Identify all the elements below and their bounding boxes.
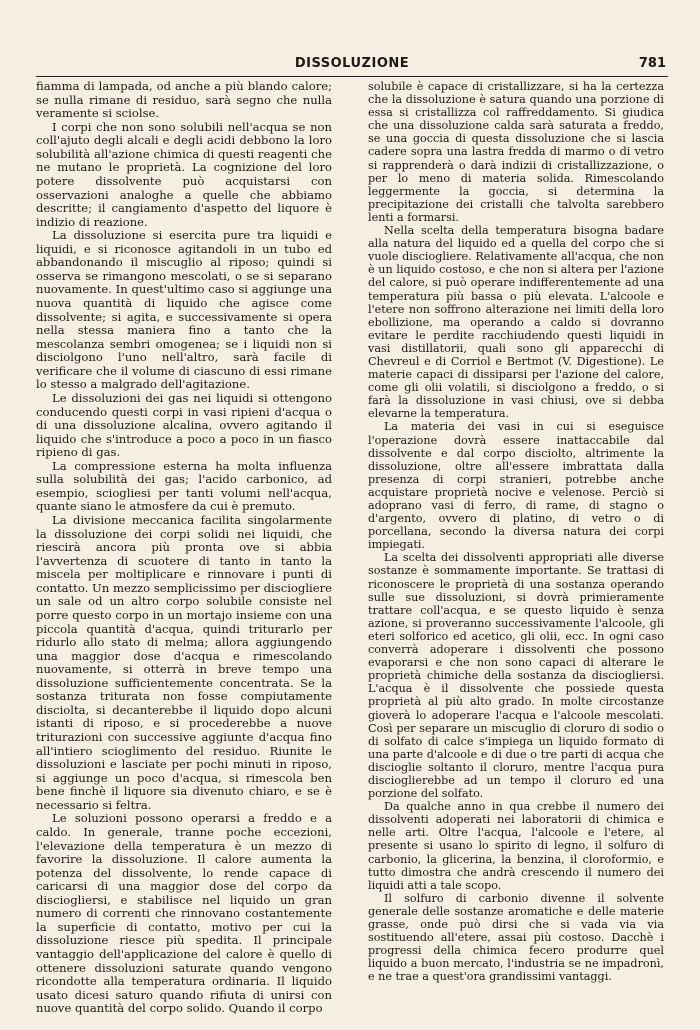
paragraph: La divisione meccanica facilita singolarmente la dissoluzione dei corpi solidi nei liquidi, che riescirà ancora più pronta ove si abbia l'avvertenza di scuotere di tanto in tanto la miscela per moltiplicare e rinnovare i punti di contatto. Un mezzo semplicissimo per disciogliere un sale od un altro corpo solubile consiste nel porre questo corpo in un mortajo insieme con una piccola quantità d'acqua, quindi triturarlo per ridurlo allo stato di melma; allora aggiungendo una maggior dose d'acqua e rimescolando nuovamente, si otterrà in breve tempo una dissoluzione sufficientemente concentrata. Se la sostanza triturata non fosse compiutamente disciolta, si decanterebbe il liquido dopo alcuni istanti di riposo, e si procederebbe a nuove triturazioni con successive aggiunte d'acqua fino all'intiero scioglimento del residuo. Riunite le dissoluzioni e lasciate per pochi minuti in riposo, si aggiunge un poco d'acqua, si rimescola ben bene finchè il liquore sia divenuto chiaro, e se è necessario si feltra. bbox=[36, 513, 332, 812]
paragraph: Nella scelta della temperatura bisogna badare alla natura del liquido ed a quella del corpo che si vuole discioglie​re. Relativamente all'acqua, che non è un liquido costoso, e che non si altera per l'azione del calore, si può operare indifferentemente ad una temperatura più bassa o più elevata. L'alcoole e l'etere non soffrono alterazione nei limiti della loro ebollizione, ma operando a caldo si dovranno evitare le perdite racchiudendo questi liquidi in vasi distillatorii, quali sono gli apparecchi di Chevreul e di Corriol e Bertmot (V. Digestione). Le materie capaci di dissiparsi per l'azione del calore, come gli olii volatili, si disciolgono a freddo, o si farà la dissoluzione in vasi chiusi, ove si debba elevarne la temperatura. bbox=[368, 224, 664, 421]
paragraph: fiamma di lampada, od anche a più blando calore; se nulla rimane di residuo, sarà segno che nulla veramente si sciolse. bbox=[36, 79, 332, 121]
left-column bbox=[36, 80, 332, 1016]
paragraph: Le soluzioni possono operarsi a freddo e a caldo. In generale, tranne poche eccezioni, l'elevazione della temperatura è un mezzo di favorire la dissoluzione. Il calore aumenta la potenza del dissolvente, lo rende capace di caricarsi di una maggior dose del corpo da disciogliersi, e stabilisce nel liquido un gran numero di correnti che rinnovano costantemente la superficie di contatto, motivo per cui la dissoluzione riesce più spedita. Il principale vantaggio dell'applicazione del calore è quello di ottenere dissoluzioni saturate quando vengono ricondotte alla temperatura ordinaria. Il liquido usato dicesi saturo quando rifiuta di unirsi con nuove quantità del corpo solido. Quando il corpo bbox=[36, 811, 332, 1016]
paragraph: La compressione esterna ha molta influenza sulla solubilità dei gas; l'acido carbonico, ad esempio, sciogliesi per tanti volumi nell'acqua, quante siano le atmosfere da cui è premuto. bbox=[36, 458, 332, 514]
paragraph: I corpi che non sono solubili nell'acqua se non coll'ajuto degli alcali e degli acidi debbono la loro solubilità all'azione chimica di questi reagenti che ne mutano le proprietà. La cognizione del loro potere dissolvente può acquistarsi con osservazioni analoghe a quelle che abbiamo descritte; il cangiamento d'aspetto del liquore è indizio di reazione. bbox=[36, 119, 332, 229]
paragraph: Il solfuro di carbonio divenne il solvente generale delle sostanze aromatiche e delle materie grasse, onde può dirsi che si vada via via sostituendo all'etere, assai più costoso. Dacchè i progressi della chimica fecero produrre quel liquido a buon mercato, l'industria se ne impadronì, e ne trae a quest'ora grandissimi vantaggi. bbox=[368, 891, 664, 984]
paragraph: Le dissoluzioni dei gas nei liquidi si ottengono conducendo questi corpi in vasi ripieni d'acqua o di una dissoluzione alcalina, ovvero agitando il liquido che s'introduce a poco a poco in un fiasco ripieno di gas. bbox=[36, 390, 332, 460]
paragraph: Da qualche anno in qua crebbe il numero dei dissolventi adoperati nei laboratorii di chimica e nelle arti. Oltre l'acqua, l'alcoole e l'etere, al presente si usano lo spirito di legno, il solfuro di carbonio, la glicerina, la benzina, il cloroformio, e tutto dimostra che andrà crescendo il numero dei liquidi atti a tale scopo. bbox=[368, 800, 664, 892]
paragraph: La scelta dei dissolventi appropriati alle diverse sostanze è sommamente importante. Se trattasi di riconoscere le proprietà di una sostanza operando sulle sue dissoluzioni, si dovrà primieramente trattare coll'acqua, e se questo liquido è senza azione, si proveranno successivamente l'alcoole, gli eteri solforico ed acetico, gli olii, ecc. In ogni caso converrà adoperare i dissolventi che possono evaporarsi e che non sono capaci di alterare le proprietà chimiche della sostanza da disciogliersi. L'acqua è il dissolvente che possiede questa proprietà al più alto grado. In molte circostanze gioverà lo adoperare l'acqua e l'alcoole mescolati. Così per separare un miscuglio di cloruro di sodio o di solfato di calce s'impiega un liquido formato di una parte d'alcoole e di due o tre parti di acqua che discioglie soltanto il cloruro, mentre l'acqua pura discioglierebbe ad un tempo il cloruro ed una porzione del solfato. bbox=[368, 551, 664, 801]
running-title: DISSOLUZIONE bbox=[294, 56, 410, 71]
paragraph: La materia dei vasi in cui si eseguisce l'operazione dovrà essere inattaccabile dal dissolvente e dal corpo disciolto, altrimente la dissoluzione, oltre all'essere imbrattata dalla presenza di corpi stranieri, potrebbe anche acquistare proprietà nocive e velenose. Perciò si adoprano vasi di ferro, di rame, di stagno o d'argento, ovvero di platino, di vetro o di porcellana, secondo la diversa natura dei corpi impiegati. bbox=[368, 420, 664, 552]
running-header bbox=[36, 54, 668, 77]
paragraph: solubile è capace di cristallizzare, si ha la certezza che la dissoluzione è satura quando una porzione di essa si cristallizza col raffreddamento. Si giudica che una dissoluzione calda sarà saturata a freddo, se una goccia di questa dissoluzione che si lascia cadere sopra una lastra fredda di marmo o di vetro si rapprenderà o darà indizii di cristallizzazione, o per lo meno di materia solida. Rimescolando leggermente la goccia, si determina la precipitazione dei cristalli che talvolta sarebbero lenti a formarsi. bbox=[368, 80, 664, 224]
page-number: 781 bbox=[638, 56, 666, 71]
right-column bbox=[368, 80, 664, 983]
paragraph: La dissoluzione si esercita pure tra liquidi e liquidi, e si riconosce agitandoli in un tubo ed abbandonando il miscuglio al riposo; quindi si osserva se rimangono mescolati, o se si separano nuovamente. In quest'ultimo caso si aggiunge una nuova quantità di liquido che agisce come dissolvente; si agita, e successivamente si opera nella stessa maniera fino a tanto che la mescolanza sembri omogenea; se i liquidi non si disciolgono l'uno nell'altro, sarà facile di verificare che il volume di ciascuno di essi rimane lo stesso a malgrado dell'agitazione. bbox=[36, 228, 332, 392]
